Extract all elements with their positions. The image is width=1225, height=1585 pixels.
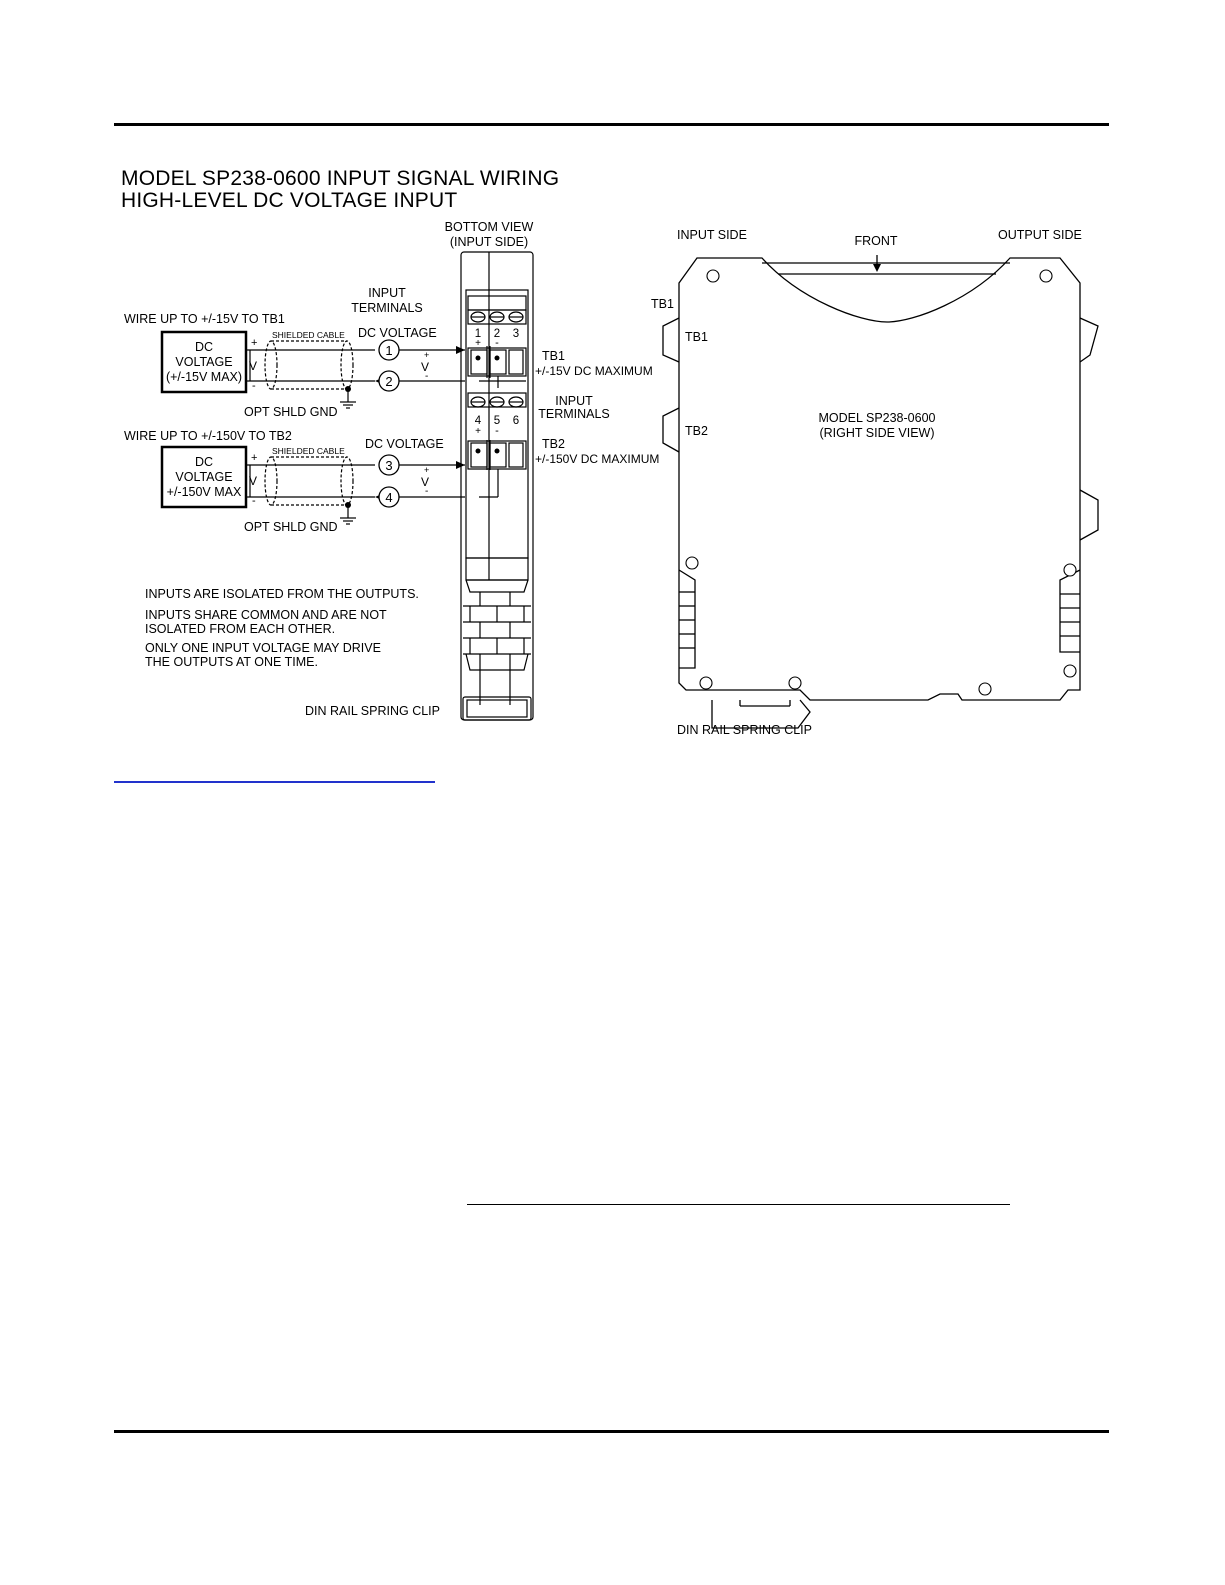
note-4: ONLY ONE INPUT VOLTAGE MAY DRIVE bbox=[145, 641, 381, 655]
wire-tb2-label: WIRE UP TO +/-150V TO TB2 bbox=[124, 429, 292, 443]
shielded-cable-label-1: SHIELDED CABLE bbox=[272, 330, 345, 340]
terminal-6-number: 6 bbox=[512, 415, 520, 427]
side-din-clip-label: DIN RAIL SPRING CLIP bbox=[677, 723, 812, 737]
v-plus-2: + bbox=[424, 465, 430, 475]
signature-rule bbox=[467, 1204, 1010, 1205]
side-tb2: TB2 bbox=[685, 424, 708, 438]
shield-node-2 bbox=[345, 502, 351, 508]
side-view-outline bbox=[663, 255, 1098, 728]
bottom-rule bbox=[114, 1430, 1109, 1433]
wire-2-number: 2 bbox=[385, 374, 393, 389]
terminal-5-minus: - bbox=[495, 425, 499, 437]
bottom-view-module bbox=[461, 252, 533, 720]
side-model-line2: (RIGHT SIDE VIEW) bbox=[819, 426, 935, 440]
v-minus-2: - bbox=[425, 486, 429, 497]
side-tb1-top: TB1 bbox=[651, 297, 674, 311]
source-2-line2: VOLTAGE bbox=[175, 470, 233, 484]
bottom-din-clip-label: DIN RAIL SPRING CLIP bbox=[305, 704, 440, 718]
source-2-line1: DC bbox=[194, 455, 214, 469]
front-label: FRONT bbox=[854, 234, 898, 248]
side-view-holes bbox=[686, 270, 1076, 695]
side-model-line1: MODEL SP238-0600 bbox=[818, 411, 936, 425]
note-1: INPUTS ARE ISOLATED FROM THE OUTPUTS. bbox=[145, 587, 419, 601]
terminal-1-number: 1 bbox=[474, 328, 482, 340]
terminal-2-number: 2 bbox=[493, 328, 501, 340]
input-terminals-1a: INPUT bbox=[368, 286, 406, 300]
wiring-diagram bbox=[0, 0, 1225, 780]
terminal-1-plus: + bbox=[475, 338, 481, 349]
terminal-3-number: 3 bbox=[512, 328, 520, 340]
shield-node-1 bbox=[345, 386, 351, 392]
input-terminals-2a: INPUT bbox=[555, 394, 593, 408]
arrow-heads bbox=[375, 346, 465, 501]
source-1-line2: VOLTAGE bbox=[175, 355, 233, 369]
title-line-1: MODEL SP238-0600 INPUT SIGNAL WIRING bbox=[121, 167, 560, 190]
source-2-minus: - bbox=[252, 495, 256, 507]
opt-shld-gnd-1: OPT SHLD GND bbox=[244, 405, 338, 419]
tb1-label: TB1 bbox=[542, 349, 565, 363]
terminal-4-plus: + bbox=[475, 426, 481, 437]
shielded-cable-label-2: SHIELDED CABLE bbox=[272, 446, 345, 456]
front-arrow-head bbox=[873, 264, 881, 272]
wire-arrows bbox=[399, 350, 465, 497]
title-line-2: HIGH-LEVEL DC VOLTAGE INPUT bbox=[121, 189, 458, 212]
source-2-plus: + bbox=[251, 452, 258, 464]
v-label-2: V bbox=[421, 475, 430, 489]
wire-1-number: 1 bbox=[385, 343, 393, 358]
input-side-label: INPUT SIDE bbox=[677, 228, 747, 242]
opt-shld-gnd-2: OPT SHLD GND bbox=[244, 520, 338, 534]
v-label-1: V bbox=[421, 360, 430, 374]
source-1-wiring bbox=[246, 341, 375, 408]
v-plus-1: + bbox=[424, 350, 430, 360]
wire-4-number: 4 bbox=[385, 490, 393, 505]
tb2-spec: +/-150V DC MAXIMUM bbox=[535, 452, 660, 466]
v-minus-1: - bbox=[425, 371, 429, 382]
wire-3-number: 3 bbox=[385, 458, 393, 473]
source-1-line1: DC bbox=[194, 340, 214, 354]
dc-voltage-1: DC VOLTAGE bbox=[358, 326, 437, 340]
input-terminals-1b: TERMINALS bbox=[351, 301, 423, 315]
note-5: THE OUTPUTS AT ONE TIME. bbox=[145, 655, 318, 669]
output-side-label: OUTPUT SIDE bbox=[998, 228, 1082, 242]
bottom-view-heading-1: BOTTOM VIEW bbox=[444, 220, 534, 234]
input-terminals-2b: TERMINALS bbox=[538, 407, 610, 421]
terminal-5-number: 5 bbox=[493, 415, 501, 427]
side-tb1: TB1 bbox=[685, 330, 708, 344]
source-2-v: V bbox=[249, 474, 258, 488]
bottom-view-heading-2: (INPUT SIDE) bbox=[449, 235, 529, 249]
note-3: ISOLATED FROM EACH OTHER. bbox=[145, 622, 336, 636]
terminal-4-number: 4 bbox=[474, 415, 482, 427]
wire-tb1-label: WIRE UP TO +/-15V TO TB1 bbox=[124, 312, 285, 326]
tb2-label: TB2 bbox=[542, 437, 565, 451]
source-2-wiring bbox=[246, 457, 375, 524]
source-1-line3: (+/-15V MAX) bbox=[165, 370, 243, 384]
link-underline[interactable] bbox=[114, 781, 435, 783]
source-1-plus: + bbox=[251, 337, 258, 349]
dc-voltage-2: DC VOLTAGE bbox=[365, 437, 444, 451]
source-1-minus: - bbox=[252, 380, 256, 392]
source-2-line3: +/-150V MAX bbox=[166, 485, 242, 499]
source-1-v: V bbox=[249, 359, 258, 373]
tb1-spec: +/-15V DC MAXIMUM bbox=[535, 364, 653, 378]
terminal-2-minus: - bbox=[495, 337, 499, 349]
note-2: INPUTS SHARE COMMON AND ARE NOT bbox=[145, 608, 387, 622]
